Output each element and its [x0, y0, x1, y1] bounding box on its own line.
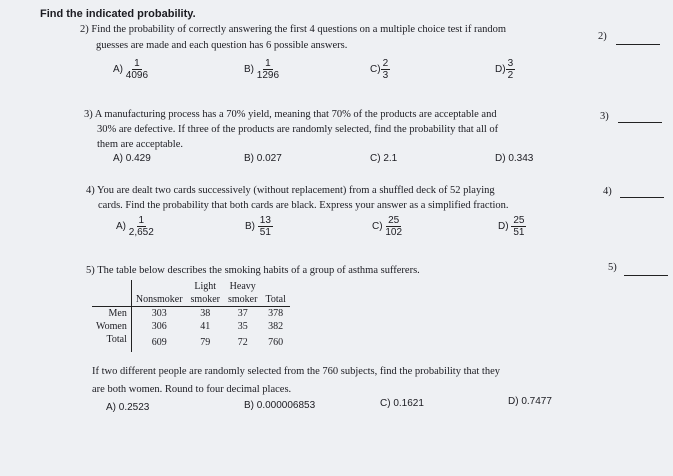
- text: A): [116, 221, 126, 233]
- section-header: Find the indicated probability.: [40, 8, 196, 20]
- text: C): [380, 398, 391, 409]
- q3-text-line1: [84, 109, 497, 120]
- fraction: [506, 58, 516, 81]
- q3-option-c: [370, 153, 397, 164]
- text: A): [106, 402, 116, 413]
- q3-option-d: [495, 153, 533, 164]
- table-cell: 37: [237, 308, 248, 319]
- fraction: [258, 215, 273, 238]
- fraction: [511, 215, 526, 238]
- q5-option-a: [106, 402, 149, 413]
- text: 2,652: [128, 227, 154, 238]
- fraction: [381, 58, 391, 81]
- fraction: [385, 215, 402, 238]
- fraction: [126, 58, 148, 81]
- text: B): [244, 153, 254, 164]
- text: 0.7477: [521, 396, 552, 407]
- text: D): [508, 396, 519, 407]
- table-cell: [261, 280, 289, 293]
- table-cell: 35: [237, 321, 248, 332]
- table-cell: [131, 280, 186, 293]
- table-header: smoker: [224, 293, 261, 307]
- text: 2: [382, 58, 389, 69]
- text: C): [370, 64, 381, 76]
- text: D): [495, 153, 506, 164]
- q2-option-b: [244, 58, 279, 81]
- q4-option-d: [498, 215, 526, 238]
- table-cell: 303: [151, 308, 167, 319]
- text: 0.000006853: [256, 400, 316, 411]
- q3-number: 3): [600, 111, 609, 122]
- q2-option-c: [370, 58, 390, 81]
- text: A): [113, 64, 123, 76]
- table-cell: Women: [92, 320, 131, 333]
- q2-option-a: [113, 58, 148, 81]
- table-header: Nonsmoker: [131, 293, 186, 307]
- q5-option-b: [244, 400, 315, 411]
- q3-text-line3: them are acceptable.: [97, 139, 183, 150]
- text: 0.429: [125, 153, 151, 164]
- q3-option-a: [113, 153, 151, 164]
- q5-text-line1: [86, 265, 420, 276]
- text: D): [495, 64, 506, 76]
- text: 1: [265, 58, 271, 69]
- text: 0.343: [508, 153, 534, 164]
- table-row: [92, 320, 290, 333]
- q2-option-d: [495, 58, 515, 81]
- q4-answer-blank[interactable]: [620, 197, 664, 198]
- table-header: Heavy: [229, 281, 256, 292]
- text: C): [370, 153, 381, 164]
- text: 1296: [256, 70, 280, 81]
- text: 4096: [125, 70, 149, 81]
- text: 1: [138, 215, 145, 226]
- q2-number: 2): [598, 31, 607, 42]
- fraction: [257, 58, 279, 81]
- text: 3: [507, 58, 514, 69]
- text: B): [244, 64, 254, 76]
- text: 4): [86, 185, 95, 196]
- text: B): [244, 400, 254, 411]
- q3-option-b: [244, 153, 282, 164]
- text: 25: [513, 215, 525, 226]
- q4-option-c: [372, 215, 402, 238]
- q4-option-a: [116, 215, 154, 238]
- q5-text-line2: If two different people are randomly selected from the 760 subjects, find the probability that they: [92, 366, 501, 377]
- text: D): [498, 221, 509, 233]
- text: B): [245, 221, 255, 233]
- table-cell: 79: [200, 337, 211, 348]
- table-cell: 306: [151, 321, 167, 332]
- table-cell: 41: [200, 321, 211, 332]
- table-header: smoker: [187, 293, 224, 307]
- fraction: [129, 215, 154, 238]
- q4-number: 4): [603, 186, 612, 197]
- table-cell: Men: [92, 307, 131, 321]
- text: 102: [385, 227, 403, 238]
- table-row: [92, 307, 290, 321]
- text: A): [113, 153, 123, 164]
- table-header: Light: [194, 281, 217, 292]
- q2-text-line2: guesses are made and each question has 6 possible answers.: [96, 40, 348, 51]
- text: 2): [80, 24, 89, 35]
- q5-option-d: [508, 396, 552, 407]
- q4-text-line1: [86, 185, 495, 196]
- text: 0.027: [256, 153, 282, 164]
- table-cell: [92, 280, 131, 293]
- q5-answer-blank[interactable]: [624, 275, 668, 276]
- q3-answer-blank[interactable]: [618, 122, 662, 123]
- q2-text-line1: [80, 24, 506, 35]
- text: 2.1: [383, 153, 398, 164]
- text: 1: [134, 58, 140, 69]
- q4-option-b: [245, 215, 273, 238]
- table-cell: [92, 293, 131, 307]
- text: 2: [507, 70, 514, 81]
- text: 51: [513, 227, 525, 238]
- table-cell: 72: [237, 337, 248, 348]
- text: 51: [259, 227, 271, 238]
- q2-answer-blank[interactable]: [616, 44, 660, 45]
- table-cell: 760: [268, 337, 284, 348]
- q4-text-line2: cards. Find the probability that both cards are black. Express your answer as a simplified fraction.: [98, 200, 509, 211]
- table-cell: 382: [268, 321, 284, 332]
- text: The table below describes the smoking habits of a group of asthma sufferers.: [97, 265, 420, 276]
- q5-option-c: [380, 398, 424, 409]
- text: Find the probability of correctly answering the first 4 questions on a multiple choice test if random: [91, 24, 507, 35]
- text: 25: [388, 215, 400, 226]
- q5-text-line3: are both women. Round to four decimal places.: [92, 384, 292, 395]
- text: 5): [86, 265, 95, 276]
- text: 0.2523: [118, 402, 150, 413]
- table-cell: Total: [92, 333, 131, 352]
- text: A manufacturing process has a 70% yield, meaning that 70% of the products are acceptable and: [94, 109, 497, 120]
- text: 13: [259, 215, 271, 226]
- table-cell: 378: [268, 308, 284, 319]
- table-header: Total: [261, 293, 289, 307]
- q5-number: 5): [608, 262, 617, 273]
- text: 3: [382, 70, 389, 81]
- q3-text-line2: 30% are defective. If three of the products are randomly selected, find the probability that all of: [97, 124, 499, 135]
- smoking-table-wrap: [92, 280, 290, 352]
- text: 0.1621: [393, 398, 424, 409]
- table-cell: 38: [200, 308, 211, 319]
- text: C): [372, 221, 383, 233]
- table-row: [92, 333, 290, 352]
- table-cell: 609: [151, 337, 167, 348]
- text: 3): [84, 109, 93, 120]
- smoking-table: [92, 280, 290, 352]
- text: You are dealt two cards successively (without replacement) from a shuffled deck of 52 playing: [97, 185, 495, 196]
